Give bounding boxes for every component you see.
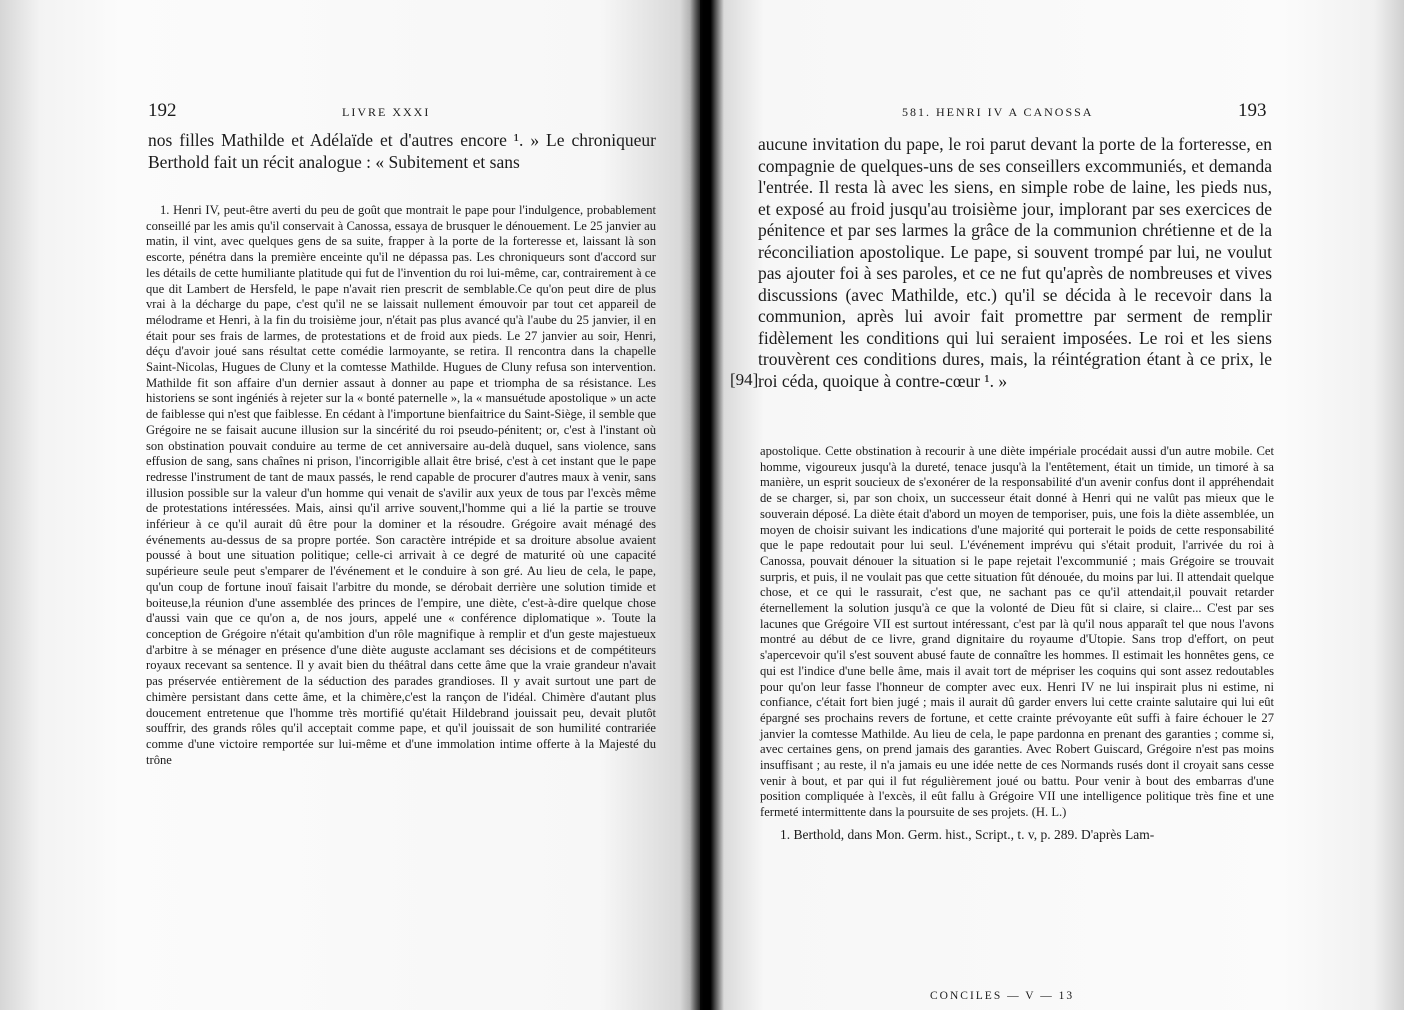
footnote-paragraph-left: 1. Henri IV, peut-être averti du peu de goût que montrait le pape pour l'indulgence, probablement conseillé par les amis qu'il conservait à Canossa, essaya de brusquer le dénouement. Le 25 janvier au matin, il vint, avec quelques gens de sa suite, frapper à la porte de la forteresse et, laissant là son escorte, pénétra dans la première enceinte qu'il ne dépassa pas. Les chroniqueurs sont d'accord sur les détails de cette humiliante platitude qui fut de l'invention du roi lui-même, car, contrairement à ce que dit Lambert de Hersfeld, le pape n'avait rien prescrit de semblable.Ce qu'on peut dire de plus vrai à la décharge du pape, c'est qu'il ne se laissait nullement émouvoir par tout cet appareil de mélodrame et Henri, à la fin du troisième jour, n'était pas plus avancé qu'à l'aube du 25 janvier, il en était pour ses frais de larmes, de protestations et de froid aux pieds. Le 27 janvier au soir, Henri, déçu d'avoir joué sans résultat cette comédie larmoyante, se retira. Il rencontra dans la chapelle Saint-Nicolas, Hugues de Cluny et la comtesse Mathilde. Hugues de Cluny refusa son intervention. Mathilde fit son affaire d'un dernier assaut à donner au pape et triompha de sa résistance. Les historiens se sont ingéniés à rejeter sur la « bonté paternelle », la « mansuétude apostolique » un acte de faiblesse qui n'est que faiblesse. En cédant à l'importune bienfaitrice du Saint-Siège, il semble que Grégoire ne se faisait aucune illusion sur la sincérité du roi pseudo-pénitent; or, c'est à l'instant où son obstination pouvait conduire au terme de cet anniversaire au-delà duquel, sans violence, sans effusion de sang, sans chaînes ni prison, l'incorrigible allait être brisé, c'est à cet instant que le pape redresse l'instrument de tant de maux passés, le rend capable de procurer d'autres maux à venir, sans illusion possible sur la valeur d'un homme qui venait de s'avilir aux yeux de tous par l'excès même de protestations intéressées. Mais, ainsi qu'il arrive souvent,l'homme qui a lié la partie se trouve inférieur à ce qu'il aurait dû être pour la dominer et la résoudre. Grégoire avait ménagé des événements au-dessus de sa propre portée. Son caractère intrépide et sa droiture absolue avaient poussé à bout une situation politique; celle-ci arrivait à ce degré de maturité où une capacité supérieure seule peut s'emparer de l'événement et le conduire à son gré. Au lieu de cela, le pape, qu'un coup de fortune inouï faisait l'arbitre du monde, se dérobait derrière une solution timide et boiteuse,la réunion d'une assemblée des princes de l'empire, une diète, c'est-à-dire quelque chose d'aussi vain que ce qu'on a, de nos jours, appelé une « conférence diplomatique ». Toute la conception de Grégoire n'était qu'ambition d'un rôle magnifique à remplir et d'un geste majestueux d'arbitre à se ménager en présence d'une diète auguste acclamant ses décisions et de compétiteurs royaux recevant sa sentence. Il y avait bien du théâtral dans cette âme que la vraie grandeur n'avait pas préservée entièrement de la séduction des parades grandioses. Il y avait surtout une part de chimère persistant dans cette âme, et la chimère,c'est la rançon de l'idéal. Chimère d'autant plus doucement entretenue que l'homme très mortifié qu'était Hildebrand jouissait peu, devait plutôt souffrir, des grands rôles qu'il acceptait comme pape, et qu'il jouissait de son humilité contrariée comme d'une victoire remportée sur lui-même et d'une immolation intime offerte à la Majesté du trône xyxy=(146,203,656,767)
main-text-left xyxy=(148,130,656,173)
running-head-left: LIVRE XXXI xyxy=(342,105,431,119)
signature-mark: CONCILES — V — 13 xyxy=(930,990,1075,1002)
main-paragraph-left: nos filles Mathilde et Adélaïde et d'autres encore ¹. » Le chroniqueur Berthold fait un récit analogue : « Subitement et sans xyxy=(148,130,656,172)
footnote-left xyxy=(146,203,656,768)
footnote-continued-paragraph: apostolique. Cette obstination à recourir à une diète impériale procédait aussi d'un autre mobile. Cet homme, vigoureux jusqu'à la dureté, tenace jusqu'à la l'entêtement, était un timide, un timoré à sa manière, un esprit soucieux de s'exonérer de la responsabilité d'un avenir confus dont il appréhendait de se charger, si, par son choix, un successeur était donné à Henri qui ne valût pas mieux que le souverain déposé. La diète était d'abord un moyen de temporiser, puis, une fois la diète assemblée, un moyen de choisir suivant les indications d'une majorité qui porterait le poids de cette responsabilité que le pape redoutait pour lui seul. L'événement imprévu qui s'était produit, l'arrivée du roi à Canossa, pouvait dénouer la situation si le pape rejetait l'excommunié ; mais Grégoire se trouvait surpris, et puis, il ne voulait pas que cette situation fût dénouée, du moins par lui. Il attendait quelque chose, et ce qui le rassurait, c'est que, ne sachant pas ce qu'il attendait,il pouvait retarder éternellement la solution jusqu'à ce que la volonté de Dieu fût si claire, si claire... C'est par ses lacunes que Grégoire VII est surtout intéressant, c'est par là qu'il nous apparaît tel que nous l'avons montré au début de ce livre, grand dignitaire du royaume d'Utopie. Sans trop d'effort, on peut s'apercevoir qu'il s'est souvent abusé faute de connaître les hommes. Il estimait les honnêtes gens, ce qui est l'indice d'une belle âme, mais il avait tort de mépriser les coquins qui sont assez redoutables pour qu'on leur fasse l'honneur de compter avec eux. Henri IV ne lui inspirait plus ni estime, ni confiance, c'était fort bien jugé ; mais il aurait dû garder envers lui cette crainte salutaire qui lui eût épargné ses prochains revers de fortune, et cette crainte prévoyante eût suffi à faire échouer le 27 janvier la comtesse Mathilde. Au lieu de cela, le pape pardonna en prenant des garanties ; comme si, avec certaines gens, on prend jamais des garanties. Avec Robert Guiscard, Grégoire n'est pas moins insuffisant ; au reste, il n'a jamais eu une idée nette de ces Normands rusés dont il croyait sans cesse venir à bout, et par qui il fut régulièrement joué ou battu. Pour venir à bout des embarras d'une position compliquée à l'excès, il eût fallu à Grégoire VII une intelligence politique très fine et une fermeté intermittente dans la poursuite de ses projets. (H. L.) xyxy=(760,444,1274,820)
page-number-right: 193 xyxy=(1238,100,1267,121)
main-paragraph-right: aucune invitation du pape, le roi parut devant la porte de la forteresse, en compagnie de quelques-uns de ses conseillers excommuniés, et demanda l'entrée. Il resta là avec les siens, en simple robe de laine, les pieds nus, et exposé au froid jusqu'au troisième jour, implorant par ses exercices de pénitence et par ses larmes la grâce de la communion chrétienne et de la réconciliation apostolique. Le pape, si souvent trompé par lui, ne voulut pas ajouter foi à ses paroles, et ce ne fut qu'après de nombreuses et vives discussions (avec Mathilde, etc.) qu'il se décida à le recevoir dans la communion, après lui avoir fait promettre par serment de remplir fidèlement les conditions qui lui seraient imposées. Le roi et les siens trouvèrent ces conditions dures, mais, la réintégration étant à ce prix, le roi céda, quoique à contre-cœur ¹. » xyxy=(758,134,1272,391)
right-page xyxy=(704,0,1404,1010)
left-page xyxy=(0,0,700,1010)
footnote-right xyxy=(760,444,1274,843)
book-gutter xyxy=(690,0,724,1010)
main-text-right xyxy=(758,134,1272,392)
margin-note: [94] xyxy=(730,370,759,389)
running-head-right: 581. HENRI IV A CANOSSA xyxy=(902,105,1094,119)
footnote-berthold: 1. Berthold, dans Mon. Germ. hist., Script., t. v, p. 289. D'après Lam- xyxy=(780,826,1155,842)
page-number-left: 192 xyxy=(148,100,177,121)
